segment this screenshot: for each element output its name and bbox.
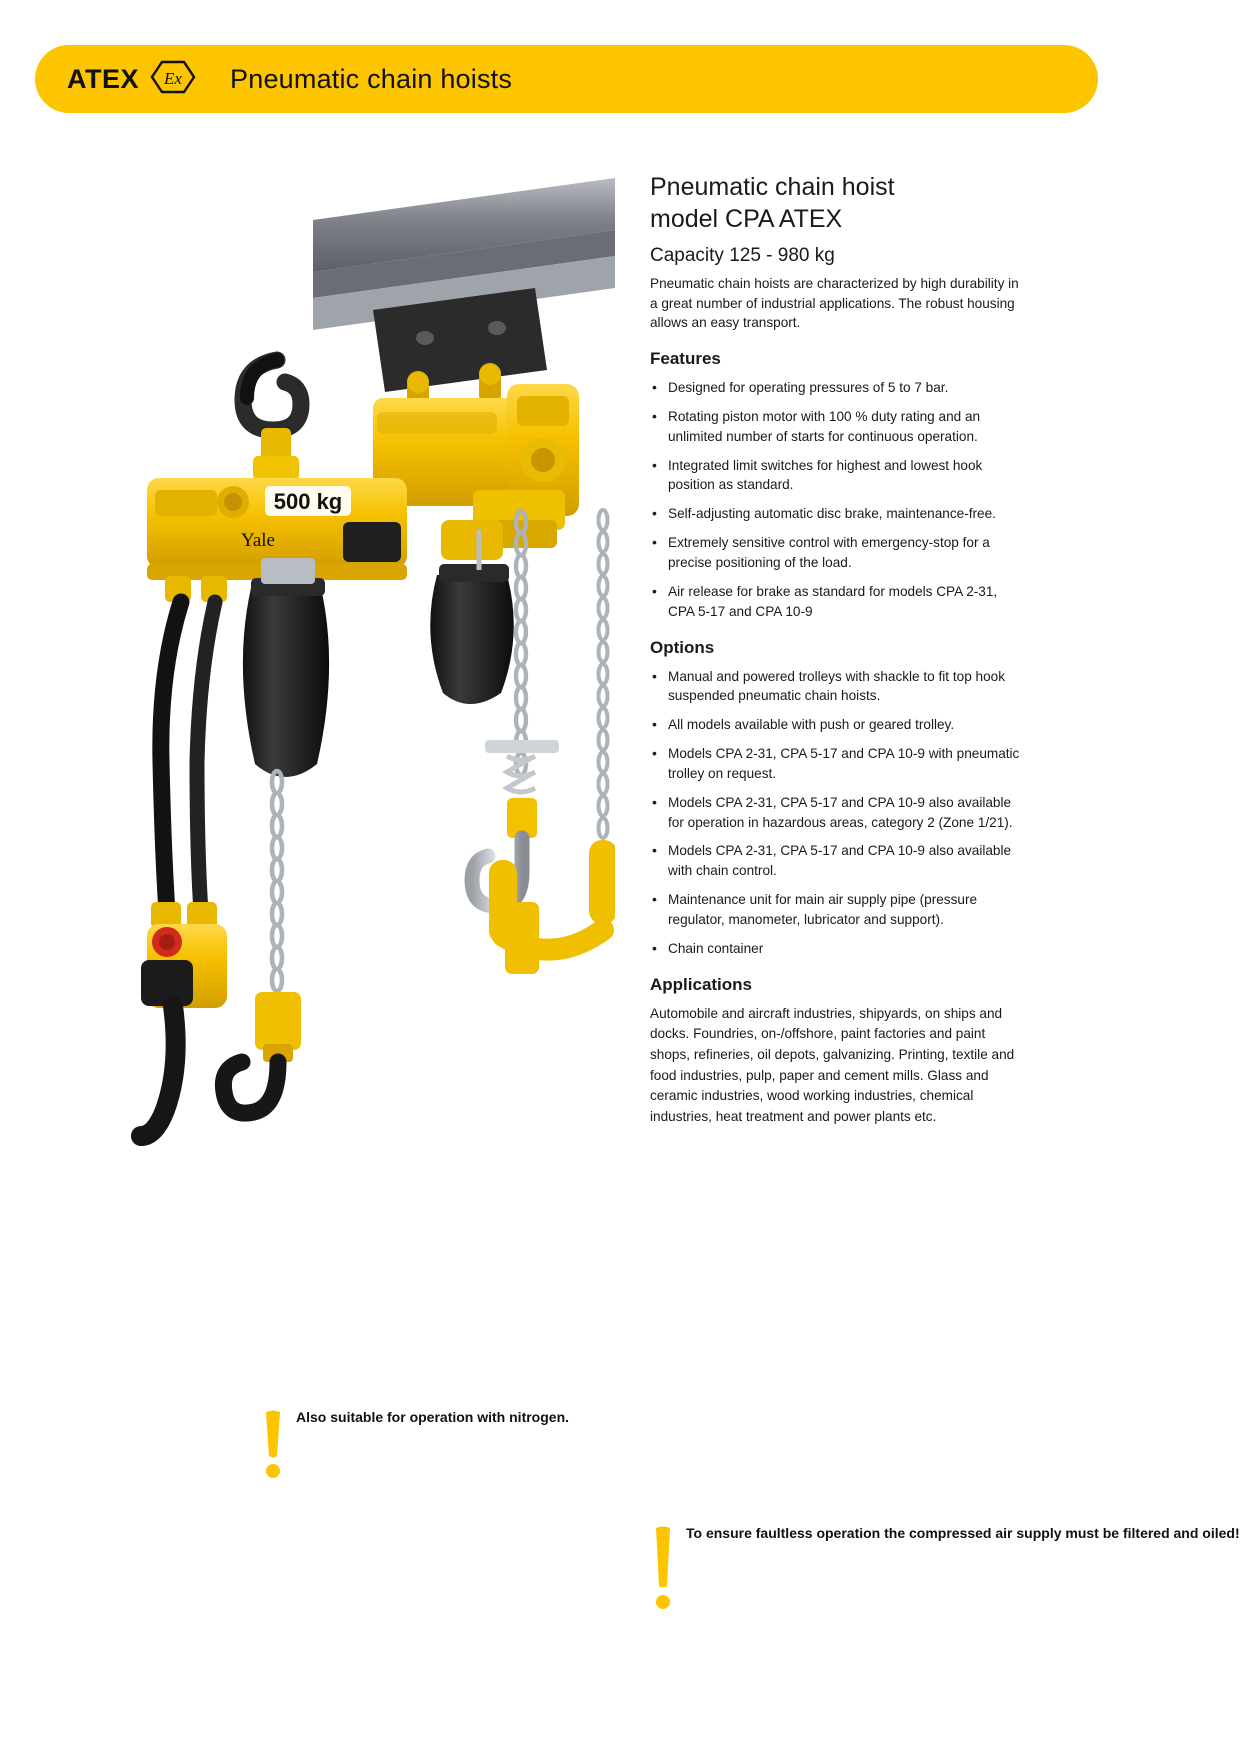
list-item: • Chain container bbox=[650, 939, 1020, 959]
ex-hexagon-icon bbox=[150, 60, 196, 99]
applications-heading: Applications bbox=[650, 974, 753, 994]
pendant-control-left bbox=[141, 602, 227, 1136]
list-item: • Integrated limit switches for highest and lowest hook position as standard. bbox=[650, 456, 1020, 496]
list-item: • Manual and powered trolleys with shackle to fit top hook suspended pneumatic chain hoists. bbox=[650, 667, 1020, 707]
list-item: • Rotating piston motor with 100 % duty rating and an unlimited number of starts for continuous operation. bbox=[650, 407, 1020, 447]
options-heading: Options bbox=[650, 637, 715, 657]
brand-decal: Yale bbox=[241, 530, 275, 551]
options-list bbox=[650, 667, 1020, 959]
product-info-column bbox=[650, 172, 1020, 1128]
note-nitrogen bbox=[262, 1407, 569, 1483]
list-item: • Air release for brake as standard for models CPA 2-31, CPA 5-17 and CPA 10-9 bbox=[650, 582, 1020, 622]
features-heading: Features bbox=[650, 349, 721, 369]
list-item: • Designed for operating pressures of 5 to 7 bar. bbox=[650, 378, 1020, 398]
applications-paragraph: Automobile and aircraft industries, shipyards, on ships and docks. Foundries, on-/offshore, paint factories and paint shops, refineries, oil depots, galvanizing. Printing, textile and food industries, pulp, paper and cement mills. Glass and ceramic industries, wood working industries, chemical industries, heat treatment and power plants etc. bbox=[650, 1005, 1015, 1124]
svg-text:Ex: Ex bbox=[164, 68, 182, 88]
list-item: • Models CPA 2-31, CPA 5-17 and CPA 10-9 with pneumatic trolley on request. bbox=[650, 744, 1020, 784]
list-item: • Extremely sensitive control with emergency-stop for a precise positioning of the load. bbox=[650, 533, 1020, 573]
list-item: • Maintenance unit for main air supply pipe (pressure regulator, manometer, lubricator and support). bbox=[650, 890, 1020, 930]
intro-paragraph: Pneumatic chain hoists are characterized by high durability in a great number of industrial applications. The robust housing allows an easy transport. bbox=[650, 276, 1019, 331]
exclamation-icon bbox=[652, 1523, 674, 1615]
features-list bbox=[650, 378, 1020, 621]
note-text: To ensure faultless operation the compressed air supply must be filtered and oiled! bbox=[686, 1525, 1240, 1541]
exclamation-icon bbox=[262, 1407, 284, 1483]
list-item: • All models available with push or geared trolley. bbox=[650, 715, 1020, 735]
capacity-decal: 500 kg bbox=[273, 489, 343, 514]
page-title: Pneumatic chain hoists bbox=[230, 63, 513, 94]
hoist-unit-suspended bbox=[147, 360, 407, 777]
product-title-line2: model CPA ATEX bbox=[650, 204, 843, 233]
atex-label: ATEX bbox=[67, 63, 140, 94]
product-photo bbox=[55, 160, 615, 1230]
note-text: Also suitable for operation with nitrogen. bbox=[296, 1409, 570, 1425]
hoist-illustration bbox=[55, 160, 615, 1230]
note-air-supply bbox=[652, 1523, 1240, 1615]
product-title-line1: Pneumatic chain hoist bbox=[650, 173, 895, 201]
list-item: • Self-adjusting automatic disc brake, maintenance-free. bbox=[650, 504, 1020, 524]
page-header-banner bbox=[35, 45, 1098, 113]
capacity-subtitle: Capacity 125 - 980 kg bbox=[650, 245, 835, 266]
product-title bbox=[650, 172, 1020, 235]
list-item: • Models CPA 2-31, CPA 5-17 and CPA 10-9 also available with chain control. bbox=[650, 841, 1020, 881]
list-item: • Models CPA 2-31, CPA 5-17 and CPA 10-9 also available for operation in hazardous areas, category 2 (Zone 1/21). bbox=[650, 793, 1020, 833]
load-chain-left bbox=[223, 771, 301, 1113]
